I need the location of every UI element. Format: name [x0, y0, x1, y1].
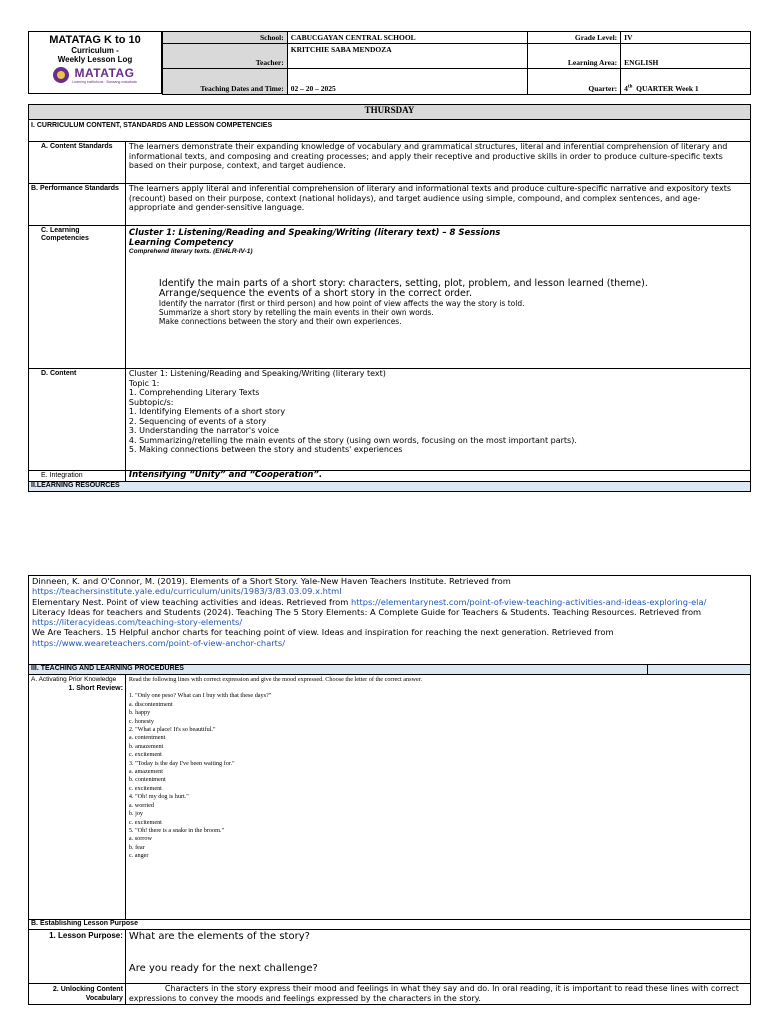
quarter-value [621, 69, 751, 95]
brand-subtitle-2: Weekly Lesson Log [57, 55, 133, 64]
content-standards-text: The learners demonstrate their expanding knowledge of vocabulary and grammatical structures, literal and inferential comprehension of literary and informational texts, and composing and creating processes; and apply their receptive and productive skills in order to produce culture-specific texts based on their purpose, context, and target audience. [125, 142, 750, 184]
review-item: 3. "Today is the day I've been waiting for." [128, 759, 235, 767]
grade-label: Grade Level: [528, 32, 621, 44]
integration-text: Intensifying “Unity” and “Cooperation”. [125, 471, 750, 482]
resource-text: Literacy Ideas for teachers and Students (2024). Teaching The 5 Story Elements: A Complete Guide for Teachers & Students. Teaching Resources. Retrieved from [32, 606, 702, 617]
content-line: 1. Comprehending Literary Texts [128, 388, 260, 397]
review-item: b. amazement [128, 742, 164, 750]
performance-standards-label: B. Performance Standards [29, 184, 126, 226]
resource-text: We Are Teachers. 15 Helpful anchor charts for teaching point of view. Ideas and inspiration for reaching the next generation. Retrieved from [32, 627, 614, 638]
header-info-table [162, 31, 751, 95]
quarter-label: Quarter: [528, 69, 621, 95]
short-review-instruction: Read the following lines with correct expression and give the mood expressed. Choose the letter of the correct answer. [128, 676, 423, 683]
integration-label: E. Integration [29, 471, 126, 482]
review-item: c. excitement [128, 784, 162, 792]
review-item: b. fear [128, 843, 145, 851]
unlocking-vocabulary-label: 2. Unlocking Content Vocabulary [29, 984, 126, 1005]
learning-area-value: ENGLISH [621, 44, 751, 69]
objective-5: Make connections between the story and their own experiences. [158, 317, 402, 326]
resource-link[interactable]: https://teachersinstitute.yale.edu/curriculum/units/1983/3/83.03.09.x.html [32, 586, 342, 597]
resources-cell [29, 576, 751, 665]
learning-competencies-cell [125, 226, 750, 369]
review-item: a. contentment [128, 734, 166, 742]
deped-seal-icon [53, 67, 69, 83]
content-line: 2. Sequencing of events of a story [128, 416, 267, 426]
brand-box [28, 31, 162, 94]
content-line: 3. Understanding the narrator's voice [128, 426, 279, 435]
lesson-purpose-cell [125, 930, 750, 984]
teacher-value: KRITCHIE SABA MENDOZA [287, 44, 528, 69]
school-value: CABUCGAYAN CENTRAL SCHOOL [287, 32, 528, 44]
lesson-table-page1 [28, 104, 751, 492]
short-review-cell [125, 675, 750, 920]
brand-title: MATATAG K to 10 [49, 34, 141, 46]
learning-competency-code: Comprehend literary texts. (EN4LR-IV-1) [128, 248, 253, 255]
objective-2: Arrange/sequence the events of a short story in the correct order. [158, 288, 472, 299]
section-teaching-procedures: III. TEACHING AND LEARNING PROCEDURES [29, 665, 648, 675]
day-heading: THURSDAY [29, 105, 751, 120]
resource-link[interactable]: https://literacyideas.com/teaching-story-elements/ [32, 617, 243, 628]
cluster-heading: Cluster 1: Listening/Reading and Speaking/Writing (literary text) – 8 Sessions [128, 228, 501, 238]
resource-entry [32, 607, 747, 628]
objective-1: Identify the main parts of a short story: characters, setting, plot, problem, and lesson learned (theme). [158, 278, 648, 289]
quarter-number: 4 [624, 84, 628, 93]
lesson-purpose-question: What are the elements of the story? [128, 931, 310, 942]
short-review-label: 1. Short Review: [68, 685, 123, 692]
activating-prior-knowledge-label-cell [29, 675, 126, 920]
review-item: c. excitement [128, 818, 162, 826]
review-item: b. contentment [128, 776, 166, 784]
content-line: Cluster 1: Listening/Reading and Speaking/Writing (literary text) [128, 369, 386, 378]
logo-tagline: Learning institutions · Bansang makabata [72, 80, 137, 84]
school-label: School: [163, 32, 288, 44]
resource-entry [32, 576, 747, 597]
content-cell [125, 369, 750, 471]
resource-text: Dinneen, K. and O'Connor, M. (2019). Elements of a Short Story. Yale-New Haven Teachers Institute. Retrieved from [32, 576, 511, 586]
lesson-purpose-label: 1. Lesson Purpose: [29, 930, 126, 984]
resource-entry [32, 597, 747, 607]
objective-3: Identify the narrator (first or third person) and how point of view affects the way the story is told. [158, 299, 525, 308]
review-item: b. happy [128, 709, 151, 717]
lesson-table-page2 [28, 575, 751, 1005]
content-line: 1. Identifying Elements of a short story [128, 407, 286, 416]
content-line: Topic 1: [128, 378, 160, 388]
review-item: 5. "Oh! there is a snake in the broom." [128, 826, 224, 834]
review-item: c. excitement [128, 751, 162, 759]
dates-value: 02 – 20 – 2025 [287, 69, 528, 95]
section-curriculum-content: I. CURRICULUM CONTENT, STANDARDS AND LESSON COMPETENCIES [29, 120, 751, 142]
quarter-text: QUARTER Week 1 [636, 84, 699, 93]
objective-4: Summarize a short story by retelling the main events in their own words. [158, 308, 434, 317]
review-item: 4. "Oh! my dog is hurt." [128, 793, 189, 801]
content-standards-label: A. Content Standards [29, 142, 126, 184]
review-item: 2. "What a place! It's so beautiful." [128, 726, 216, 734]
logo-text: MATATAG [74, 66, 135, 80]
unlocking-vocabulary-text: Characters in the story express their mood and feelings in what they say and do. In oral reading, it is important to read these lines with correct expressions to convey the moods and feelings expressed by the characters in the story. [125, 984, 750, 1005]
learning-area-label: Learning Area: [528, 44, 621, 69]
quarter-suffix: th [627, 84, 633, 90]
review-item: c. anger [128, 852, 149, 860]
content-line: 4. Summarizing/retelling the main events of the story (using own words, focusing on the most important parts). [128, 435, 577, 445]
review-item: b. joy [128, 810, 144, 818]
review-item: c. honesty [128, 717, 154, 725]
content-label: D. Content [29, 369, 126, 471]
resource-entry [32, 627, 747, 648]
review-item: a. amazement [128, 768, 163, 776]
resource-text: Elementary Nest. Point of view teaching activities and ideas. Retrieved from [32, 596, 351, 607]
review-item: a. sorrow [128, 835, 152, 843]
content-line: Subtopic/s: [128, 397, 174, 407]
section-teaching-procedures-blank [648, 665, 751, 675]
section-learning-resources: II.LEARNING RESOURCES [29, 482, 751, 492]
review-item: a. discontentment [128, 700, 173, 708]
learning-competency-title: Learning Competency [128, 238, 234, 248]
content-line: 5. Making connections between the story and students' experiences [128, 445, 403, 454]
resource-link[interactable]: https://www.weareteachers.com/point-of-view-anchor-charts/ [32, 637, 286, 648]
review-item: 1. "Only one peso? What can I buy with that these days?" [128, 692, 272, 700]
review-item: a. worried [128, 801, 154, 809]
establishing-lesson-purpose-label: B. Establishing Lesson Purpose [29, 920, 751, 930]
performance-standards-text: The learners apply literal and inferential comprehension of literary and informational texts and produce culture-specific narrative and expository texts (recount) based on their purpose, context (national holidays), and target audience using simple, compound, and complex sentences, and age-appropriate and gender-sensitive language. [125, 184, 750, 226]
dates-label: Teaching Dates and Time: [163, 69, 288, 95]
activating-prior-knowledge-label: A. Activating Prior Knowledge [31, 676, 117, 683]
teacher-label: Teacher: [163, 44, 288, 69]
grade-value: IV [621, 32, 751, 44]
brand-subtitle-1: Curriculum - [71, 46, 119, 55]
matatag-logo [29, 66, 161, 84]
learning-competencies-label: C. Learning Competencies [29, 226, 126, 369]
resource-link[interactable]: https://elementarynest.com/point-of-view-teaching-activities-and-ideas-exploring-ela/ [350, 596, 707, 607]
lesson-purpose-challenge: Are you ready for the next challenge? [128, 963, 318, 974]
